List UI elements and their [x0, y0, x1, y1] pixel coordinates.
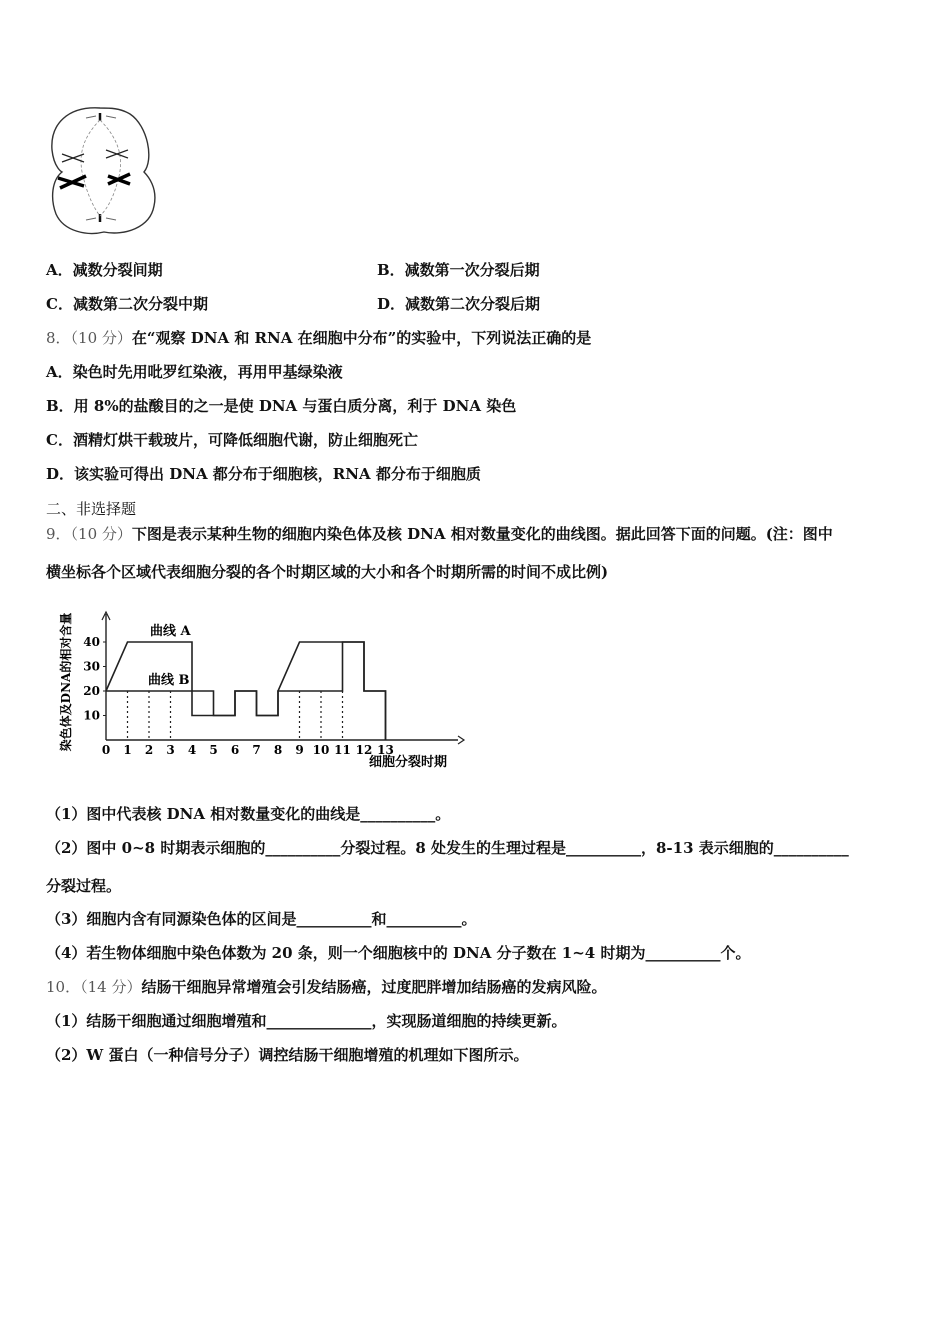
y-tick-label: 20 [83, 684, 100, 698]
x-tick-label: 4 [187, 743, 197, 757]
q10-score: （14 分） [80, 978, 142, 996]
x-tick-label: 8 [273, 743, 283, 757]
q10-stem-text: 结肠干细胞异常增殖会引发结肠癌，过度肥胖增加结肠癌的发病风险。 [141, 978, 607, 996]
q10-sub-2: （2）W 蛋白（一种信号分子）调控结肠干细胞增殖的机理如下图所示。 [46, 1046, 529, 1064]
q9-number: 9． [46, 525, 71, 543]
x-tick-label: 0 [101, 743, 111, 757]
x-tick-label: 9 [295, 743, 304, 757]
q7-option-c: C．减数第二次分裂中期 [46, 295, 208, 313]
y-tick-label: 30 [83, 659, 100, 674]
x-tick-label: 2 [144, 743, 154, 757]
q8-number: 8． [46, 329, 71, 347]
dna-chromosome-chart [56, 600, 466, 778]
x-tick-label: 13 [377, 743, 394, 757]
q8-stem-text: 在“观察 DNA 和 RNA 在细胞中分布”的实验中，下列说法正确的是 [131, 329, 592, 347]
q8-stem [46, 328, 591, 348]
q9-sub-2-cont: 分裂过程。 [46, 877, 122, 895]
x-tick-label: 3 [166, 743, 175, 757]
x-tick-label: 11 [334, 743, 351, 757]
q10-sub-1: （1）结肠干细胞通过细胞增殖和______________，实现肠道细胞的持续更新。 [46, 1012, 567, 1030]
svg-text:染色体及DNA的相对含量: 染色体及DNA的相对含量 [59, 612, 73, 752]
q8-option-c: C．酒精灯烘干载玻片，可降低细胞代谢，防止细胞死亡 [46, 431, 418, 449]
q10-number: 10． [46, 978, 81, 996]
curve-b-line [106, 642, 386, 740]
q8-option-d: D．该实验可得出 DNA 都分布于细胞核，RNA 都分布于细胞质 [46, 465, 481, 483]
q7-option-a: A．减数分裂间期 [46, 261, 163, 279]
q9-sub-2: （2）图中 0~8 时期表示细胞的__________分裂过程。8 处发生的生理过程是__________，8-13 表示细胞的__________ [46, 839, 849, 857]
q9-stem-text-1: 下图是表示某种生物的细胞内染色体及核 DNA 相对数量变化的曲线图。据此回答下面的问题。(注：图中 [131, 525, 833, 543]
q10-stem [46, 977, 606, 997]
x-tick-label: 12 [355, 743, 373, 757]
x-tick-label: 5 [209, 743, 218, 757]
q9-sub-1: （1）图中代表核 DNA 相对数量变化的曲线是__________。 [46, 805, 451, 823]
q9-score: （10 分） [70, 525, 132, 543]
x-tick-label: 6 [230, 743, 240, 757]
q9-sub-3: （3）细胞内含有同源染色体的区间是__________和__________。 [46, 910, 477, 928]
x-axis-arrow-icon [458, 736, 464, 744]
q8-score: （10 分） [70, 329, 132, 347]
q9-stem [46, 524, 833, 544]
y-tick-label: 40 [83, 635, 100, 649]
cell-division-figure [44, 100, 162, 240]
section-title: 二、非选择题 [46, 500, 137, 518]
q7-option-d: D．减数第二次分裂后期 [377, 295, 541, 313]
q7-option-b: B．减数第一次分裂后期 [377, 261, 540, 279]
curve-a-label: 曲线 A [150, 624, 191, 639]
x-tick-label: 10 [312, 743, 330, 757]
curve-b-label: 曲线 B [148, 673, 190, 688]
chart-y-label [58, 613, 73, 752]
x-tick-label: 7 [252, 743, 261, 757]
q9-stem-text-2: 横坐标各个区域代表细胞分裂的各个时期区域的大小和各个时期所需的时间不成比例) [46, 563, 609, 581]
chart-x-label: 细胞分裂时期 [368, 755, 448, 770]
q8-option-b: B．用 8%的盐酸目的之一是使 DNA 与蛋白质分离，利于 DNA 染色 [46, 397, 517, 415]
q9-sub-4: （4）若生物体细胞中染色体数为 20 条，则一个细胞核中的 DNA 分子数在 1~4 时期为__________个。 [46, 944, 751, 962]
x-tick-label: 1 [123, 743, 132, 757]
y-tick-label: 10 [83, 708, 100, 723]
q8-option-a: A．染色时先用吡罗红染液，再用甲基绿染液 [46, 363, 343, 381]
